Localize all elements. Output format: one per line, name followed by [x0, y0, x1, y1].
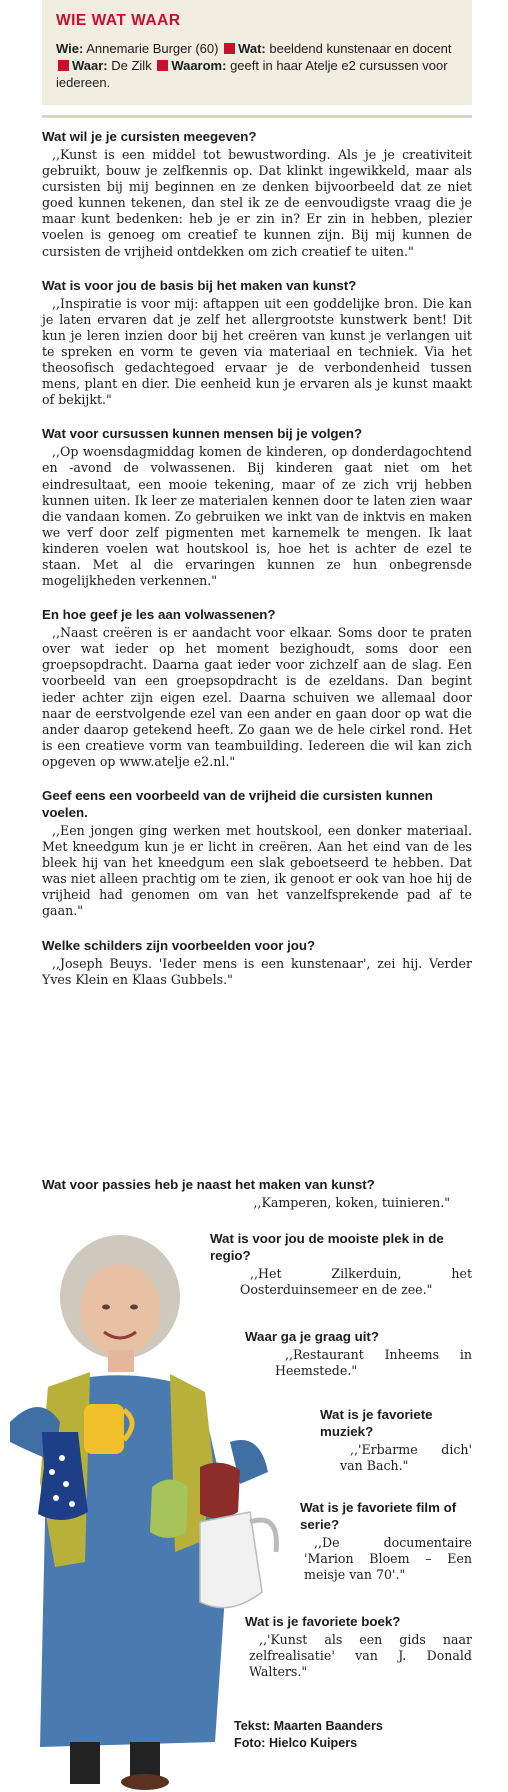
red-square-icon [58, 60, 69, 71]
wie-label: Wie: [56, 41, 84, 56]
question: Welke schilders zijn voorbeelden voor jou? [42, 937, 316, 953]
question: Wat is je favoriete boek? [245, 1614, 401, 1629]
short-qa-passions [42, 1176, 472, 1211]
short-qa-film [300, 1499, 472, 1583]
wie-value: Annemarie Burger (60) [83, 41, 223, 56]
question: Waar ga je graag uit? [245, 1329, 379, 1344]
question: Wat voor passies heb je naast het maken van kunst? [42, 1177, 375, 1192]
waarom-value: geeft in haar Atelje e2 cursussen voor iedereen. [56, 58, 448, 90]
answer: ,,Restaurant Inheems in Heemstede." [275, 1347, 472, 1379]
info-box [42, 0, 472, 105]
question: En hoe geef je les aan volwassenen? [42, 607, 276, 623]
question: Geef eens een voorbeeld van de vrijheid die cursisten kunnen voelen. [42, 788, 433, 820]
answer: ,,'Kunst als een gids naar zelfrealisatie' van J. Donald Walters." [249, 1632, 472, 1680]
question: Wat is voor jou de mooiste plek in de regio? [210, 1231, 444, 1263]
answer: ,,Het Zilkerduin, het Oosterduinsemeer en de zee." [240, 1266, 472, 1298]
answer: ,,Kunst is een middel tot bewustwording. Als je je creativiteit gebruikt, bouw je zelfkennis op. Dat klinkt ingewikkeld, maar als cursisten bij mij beginnen en ze denken bijvoorbeeld dat ze niet goed kunnen tekenen, dan stel ik ze de eenvoudigste vraag die je maar kunt bedenken: heb je er zin in? Er zin in hebben, plezier voelen is genoeg om creatief te kunnen zijn. Bij mij kunnen de cursisten de vrijheid ontdekken om zich creatief te uiten." [42, 147, 472, 259]
article [42, 0, 472, 1005]
yellow-jug [84, 1404, 124, 1454]
wat-value: beeldend kunstenaar en docent [265, 41, 452, 56]
credits [234, 1718, 383, 1752]
answer: ,,Joseph Beuys. 'Ieder mens is een kunstenaar', zei hij. Verder Yves Klein en Klaas Gubbels." [42, 955, 472, 987]
waar-label: Waar: [72, 58, 108, 73]
photo-credit: Foto: Hielco Kuipers [234, 1736, 358, 1750]
red-teapot [200, 1463, 240, 1519]
qa-item [42, 606, 472, 770]
question: Wat wil je je cursisten meegeven? [42, 129, 257, 144]
answer: ,,Inspiratie is voor mij: aftappen uit een goddelijke bron. Die kan je laten ervaren dat je zelf het allergrootste kunstwerk bent! Dit kun je leren inzien door bij het creëren van kunst je verlangen uit te spreken en vorm te geven via materiaal en techniek. Via het theosofisch gedachtegoed ervaar je de verbondenheid tussen mens, plant en dier. Die eenheid kun je ervaren als je kunst maakt of bekijkt." [42, 295, 472, 408]
answer: ,,Naast creëren is er aandacht voor elkaar. Soms door te praten over wat ieder op het moment bezighoudt, soms door een groepsopdracht. Daarna gaat ieder voor zichzelf aan de slag. Een voorbeeld van een groepsopdracht is de ezeldans. Dan begint ieder achter zijn eigen ezel. Daarna schuiven we allemaal door naar de eerstvolgende ezel van een ander en gaan door op wat die ander daarop getekend heeft. Zo gaan we de hele cirkel rond. Het is een creatieve vorm van teambuilding. Iedereen die wil kan zich opgeven op www.atelje e2.nl." [42, 625, 472, 769]
divider [42, 115, 472, 118]
qa-item [42, 277, 472, 409]
white-jug [200, 1512, 262, 1608]
answer: ,,Op woensdagmiddag komen de kinderen, op donderdagochtend en -avond de volwassenen. Bij kinderen gaat niet om het eindresultaat, een mooie tekening, maar of ze zich vrij hebben kunnen uiten. Ik leer ze materialen kennen door te laten zien waar die vandaan komen. Zo gebruiken we inkt van de inktvis en maken we verf door zelf pigmenten met karnemelk te mengen. Ik laat kinderen voelen wat houtskool is, hoe het is achter de ezel te staan. Met al die ervaringen kunnen ze hun onbegrensde mogelijkheden verkennen." [42, 444, 472, 589]
question: Wat is je favoriete film of serie? [300, 1500, 457, 1532]
text-credit: Tekst: Maarten Baanders [234, 1719, 383, 1733]
qa-item [42, 128, 472, 260]
question: Wat voor cursussen kunnen mensen bij je volgen? [42, 426, 363, 442]
red-square-icon [157, 60, 168, 71]
question: Wat is voor jou de basis bij het maken van kunst? [42, 277, 357, 293]
red-square-icon [224, 43, 235, 54]
answer: ,,De documentaire 'Marion Bloem – Een meisje van 70'." [304, 1535, 472, 1583]
face [80, 1264, 160, 1356]
qa-item [42, 937, 472, 988]
short-qa-music [320, 1406, 472, 1474]
answer: ,,Kamperen, koken, tuinieren." [253, 1195, 450, 1210]
answer: ,,'Erbarme dich' van Bach." [340, 1442, 472, 1474]
waar-value: De Zilk [107, 58, 156, 73]
qa-item [42, 425, 472, 589]
waarom-label: Waarom: [171, 58, 227, 73]
answer: ,,Een jongen ging werken met houtskool, een donker materiaal. Met kneedgum kun je er licht in creëren. Aan het eind van de les bleek hij van het kneedgum een slak geboetseerd te hebben. Dat was niet alleen prachtig om te zien, ik genoot er ook van hoe hij de vrijheid had genomen om van het vanzelfsprekende pad af te gaan." [42, 823, 472, 919]
question: Wat is je favoriete muziek? [320, 1407, 433, 1439]
wat-label: Wat: [238, 41, 266, 56]
info-box-body [56, 40, 458, 91]
info-box-title: WIE WAT WAAR [56, 12, 181, 29]
qa-item [42, 787, 472, 920]
green-teapot [150, 1480, 188, 1539]
artist-photo [0, 1222, 305, 1792]
